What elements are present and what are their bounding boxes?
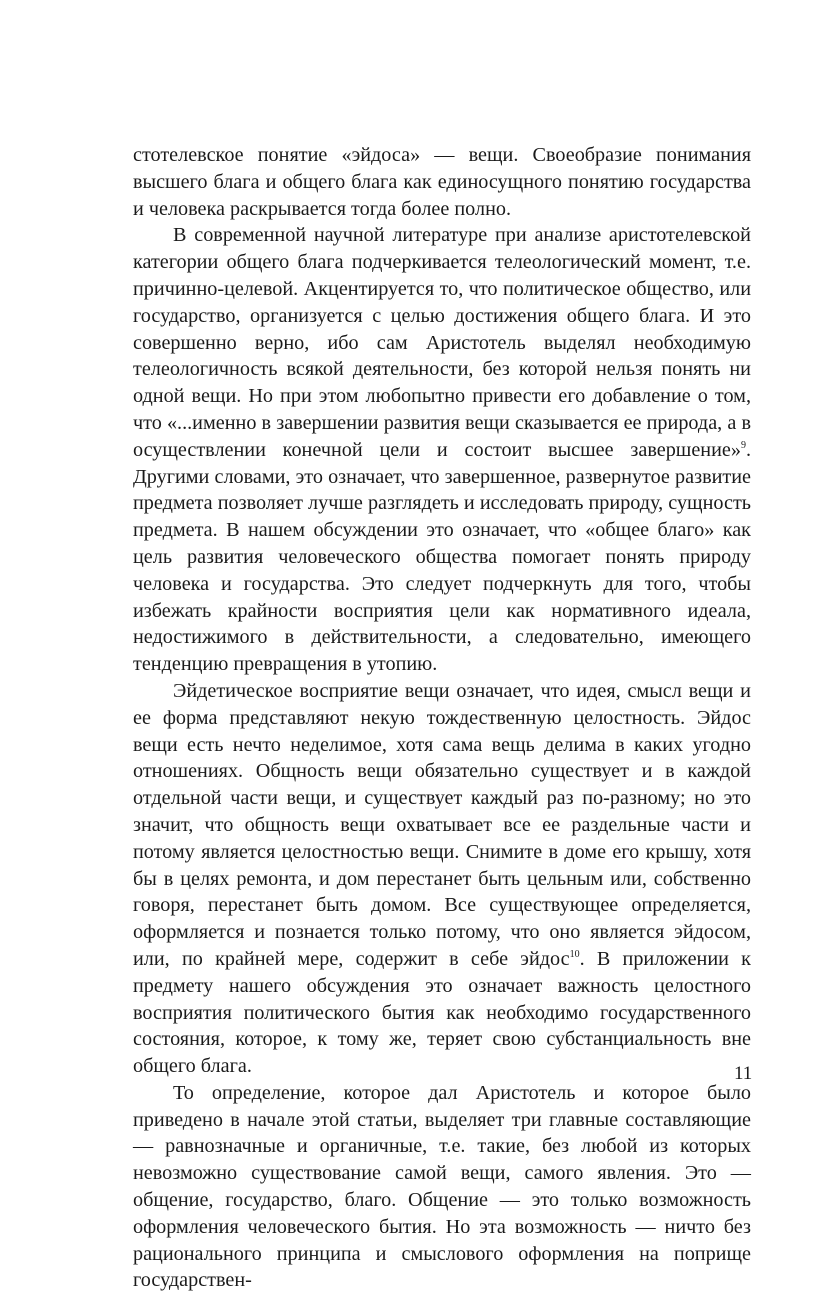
paragraph-2 [133,222,751,678]
body-text [133,142,751,1294]
paragraph-3 [133,678,751,1080]
paragraph-2-text-b: . Другими словами, это означает, что завершенное, развернутое развитие предмета позволяет лучше разглядеть и исследовать природу, сущность предмета. В нашем обсуждении это означает, что «общее благо» как цель развития человеческого общества помогает понять природу человека и государства. Это следует подчеркнуть для того, чтобы избежать крайности восприятия цели как нормативного идеала, недостижимого в действительности, а следовательно, имеющего тенденцию превращения в утопию. [133,438,751,676]
paragraph-4: То определение, которое дал Аристотель и которое было приведено в начале этой статьи, выделяет три главные составляющие — равнозначные и органичные, т.е. такие, без любой из которых невозможно существование самой вещи, самого явления. Это — общение, государство, благо. Общение — это только возможность оформления человеческого бытия. Но эта возможность — ничто без рационального принципа и смыслового оформления на поприще государствен- [133,1081,751,1292]
paragraph-1: стотелевское понятие «эйдоса» — вещи. Своеобразие понимания высшего блага и общего блага как единосущного понятию государства и человека раскрывается тогда более полно. [133,144,751,220]
footnote-ref-9[interactable]: 9 [740,439,746,451]
paragraph-3-text-a: Эйдетическое восприятие вещи означает, что идея, смысл вещи и ее форма представляют некую тождественную целостность. Эйдос вещи есть нечто неделимое, хотя сама вещь делима в каких угодно отношениях. Общность вещи обязательно существует и в каждой отдельной части вещи, и существует каждый раз по-разному; но это значит, что общность вещи охватывает все ее раздельные части и потому является целостностью вещи. Снимите в доме его крышу, хотя бы в целях ремонта, и дом перестанет быть цельным или, собственно говоря, перестанет быть домом. Все существующее определяется, оформляется и познается только потому, что оно является эйдосом, или, по крайней мере, содержит в себе эйдос [133,679,751,970]
paragraph-3-text-b: . В приложении к предмету нашего обсуждения это означает важность целостного восприятия политического бытия как необходимо государственного состояния, которое, к тому же, теряет свою субстанциальность вне общего блага. [133,947,751,1078]
page-number: 11 [734,1063,753,1084]
paragraph-2-text-a: В современной научной литературе при анализе аристотелевской категории общего блага подчеркивается телеологический момент, т.е. причинно-целевой. Акцентируется то, что политическое общество, или государство, организуется с целью достижения общего блага. И это совершенно верно, ибо сам Аристотель выделял необходимую телеологичность всякой деятельности, без которой нельзя понять ни одной вещи. Но при этом любопытно привести его добавление о том, что «...именно в завершении развития вещи сказывается ее природа, а в осуществлении конечной цели и состоит высшее завершение» [133,224,751,461]
footnote-ref-10[interactable]: 10 [569,948,580,960]
